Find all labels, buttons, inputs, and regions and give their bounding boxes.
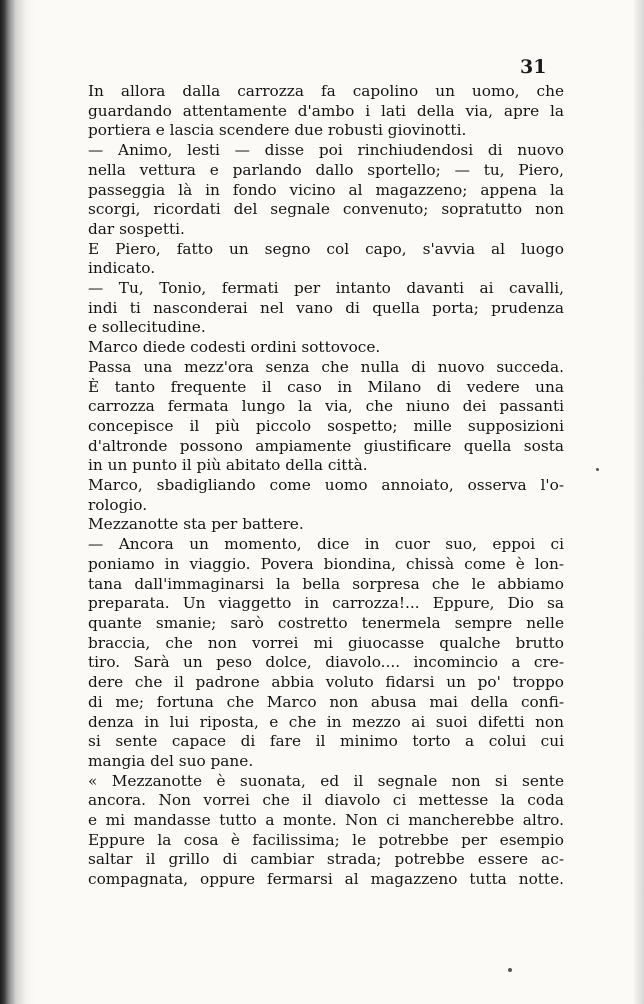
body-text: [88, 82, 564, 890]
book-binding-shadow: [0, 0, 34, 1004]
text-line: e sollecitudine.: [88, 318, 206, 337]
text-line: e mi mandasse tutto a monte. Non ci mancherebbe altro.: [88, 811, 564, 830]
text-line: È tanto frequente il caso in Milano di vedere una: [88, 377, 564, 396]
text-line: poniamo in viaggio. Povera biondina, chissà come è lon-: [88, 554, 564, 573]
text-line: portiera e lascia scendere due robusti giovinotti.: [88, 121, 467, 140]
text-line: rologio.: [88, 495, 148, 514]
text-line: Eppure la cosa è facilissima; le potrebbe per esempio: [88, 830, 564, 849]
text-line: — Tu, Tonio, fermati per intanto davanti ai cavalli,: [88, 279, 564, 298]
text-line: scorgi, ricordati del segnale convenuto; sopratutto non: [88, 200, 564, 219]
text-line: si sente capace di fare il minimo torto a colui cui: [88, 732, 564, 751]
page-number: 31: [520, 56, 547, 78]
text-line: preparata. Un viaggetto in carrozza!... Eppure, Dio sa: [88, 594, 564, 613]
text-line: mangia del suo pane.: [88, 751, 254, 770]
text-line: in un punto il più abitato della città.: [88, 456, 368, 475]
text-line: saltar il grillo di cambiar strada; potrebbe essere ac-: [88, 850, 564, 869]
text-line: dere che il padrone abbia voluto fidarsi un po' troppo: [88, 673, 564, 692]
text-line: indi ti nasconderai nel vano di quella porta; prudenza: [88, 298, 564, 317]
text-line: Marco, sbadigliando come uomo annoiato, osserva l'o-: [88, 476, 564, 495]
text-line: indicato.: [88, 259, 156, 278]
text-line: passeggia là in fondo vicino al magazzeno; appena la: [88, 180, 564, 199]
text-line: E Piero, fatto un segno col capo, s'avvia al luogo: [88, 239, 564, 258]
text-line: compagnata, oppure fermarsi al magazzeno tutta notte.: [88, 870, 564, 889]
text-line: denza in lui riposta, e che in mezzo ai suoi difetti non: [88, 712, 564, 731]
text-line: — Ancora un momento, dice in cuor suo, eppoi ci: [88, 535, 564, 554]
text-line: braccia, che non vorrei mi giuocasse qualche brutto: [88, 633, 564, 652]
text-line: guardando attentamente d'ambo i lati della via, apre la: [88, 101, 564, 120]
text-line: Marco diede codesti ordini sottovoce.: [88, 338, 381, 357]
text-line: tiro. Sarà un peso dolce, diavolo.... incomincio a cre-: [88, 653, 564, 672]
text-line: Mezzanotte sta per battere.: [88, 515, 304, 534]
text-line: nella vettura e parlando dallo sportello; — tu, Piero,: [88, 160, 564, 179]
text-line: Passa una mezz'ora senza che nulla di nuovo succeda.: [88, 357, 564, 376]
page-speck: [508, 968, 512, 972]
text-line: ancora. Non vorrei che il diavolo ci mettesse la coda: [88, 791, 564, 810]
text-line: d'altronde possono ampiamente giustificare quella sosta: [88, 436, 564, 455]
text-line: « Mezzanotte è suonata, ed il segnale non si sente: [88, 771, 564, 790]
page-speck: [596, 468, 599, 471]
text-line: dar sospetti.: [88, 219, 185, 238]
text-line: tana dall'immaginarsi la bella sorpresa che le abbiamo: [88, 574, 564, 593]
text-line: — Animo, lesti — disse poi rinchiudendosi di nuovo: [88, 141, 564, 160]
text-line: quante smanie; sarò costretto tenermela sempre nelle: [88, 613, 564, 632]
text-line: carrozza fermata lungo la via, che niuno dei passanti: [88, 397, 564, 416]
page-edge-shadow: [634, 0, 644, 1004]
text-line: In allora dalla carrozza fa capolino un uomo, che: [88, 82, 564, 100]
text-line: di me; fortuna che Marco non abusa mai della confi-: [88, 692, 564, 711]
text-line: concepisce il più piccolo sospetto; mille supposizioni: [88, 416, 564, 435]
